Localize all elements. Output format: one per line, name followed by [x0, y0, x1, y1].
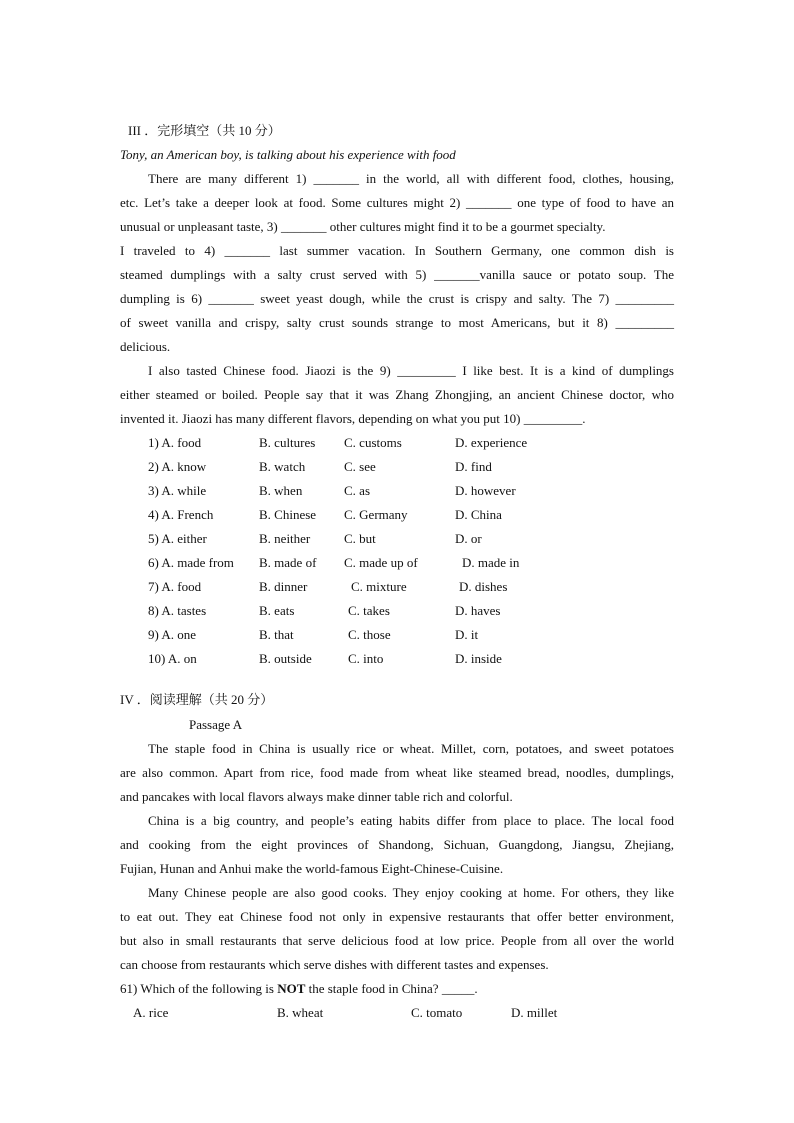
option-a[interactable]: 6) A. made from — [148, 555, 234, 570]
option-a[interactable]: 2) A. know — [148, 459, 207, 474]
cloze-line: I traveled to 4) _______ last summer vacation. In Southern Germany, one common dish is — [120, 243, 674, 258]
section-heading-cloze: III ．完形填空（共 10 分） — [128, 123, 281, 138]
option-row-10 — [0, 647, 794, 671]
option-d[interactable]: D. haves — [455, 603, 501, 618]
passage-line: The staple food in China is usually rice or wheat. Millet, corn, potatoes, and sweet potatoes — [148, 741, 674, 756]
option-a[interactable]: 10) A. on — [148, 651, 197, 666]
passage-line: Fujian, Hunan and Anhui make the world-famous Eight-Chinese-Cuisine. — [120, 861, 504, 876]
option-c[interactable]: C. but — [344, 531, 376, 546]
question-emphasis: NOT — [277, 981, 306, 996]
option-d[interactable]: D. made in — [462, 555, 520, 570]
option-row-9 — [0, 623, 794, 647]
option-c[interactable]: C. those — [348, 627, 391, 642]
cloze-line: etc. Let’s take a deeper look at food. Some cultures might 2) _______ one type of food to have an — [120, 195, 674, 210]
option-b[interactable]: B. Chinese — [259, 507, 317, 522]
option-d[interactable]: D. or — [455, 531, 482, 546]
passage-line: but also in small restaurants that serve delicious food at low price. People from all over the world — [120, 933, 674, 948]
option-b[interactable]: B. dinner — [259, 579, 308, 594]
option-c[interactable]: C. takes — [348, 603, 390, 618]
option-a[interactable]: 5) A. either — [148, 531, 207, 546]
question-61-options — [0, 1001, 794, 1025]
cloze-line: I also tasted Chinese food. Jiaozi is the 9) _________ I like best. It is a kind of dumplings — [148, 363, 674, 378]
option-row-2 — [0, 455, 794, 479]
option-d[interactable]: D. it — [455, 627, 479, 642]
passage-line: Many Chinese people are also good cooks. They enjoy cooking at home. For others, they like — [148, 885, 674, 900]
cloze-line: steamed dumplings with a salty crust served with 5) _______vanilla sauce or potato soup. The — [120, 267, 674, 282]
passage-line: and pancakes with local flavors always make dinner table rich and colorful. — [120, 789, 513, 804]
passage-line: to eat out. They eat Chinese food not only in expensive restaurants that offer better environment, — [120, 909, 674, 924]
option-a[interactable]: 3) A. while — [148, 483, 207, 498]
question-prefix: 61) Which of the following is — [120, 981, 278, 996]
passage-title: Passage A — [189, 717, 243, 732]
option-row-4 — [0, 503, 794, 527]
option-a[interactable]: 1) A. food — [148, 435, 202, 450]
option-b[interactable]: B. outside — [259, 651, 312, 666]
passage-line: and cooking from the eight provinces of Shandong, Sichuan, Guangdong, Jiangsu, Zhejiang, — [120, 837, 674, 852]
option-d[interactable]: D. inside — [455, 651, 502, 666]
option-d[interactable]: D. find — [455, 459, 492, 474]
option-a[interactable]: 8) A. tastes — [148, 603, 207, 618]
option-b[interactable]: B. that — [259, 627, 294, 642]
option-d[interactable]: D. however — [455, 483, 516, 498]
option-row-3 — [0, 479, 794, 503]
cloze-subtitle: Tony, an American boy, is talking about his experience with food — [120, 147, 456, 162]
option-row-8 — [0, 599, 794, 623]
answer-option-b[interactable]: B. wheat — [277, 1005, 324, 1020]
option-b[interactable]: B. when — [259, 483, 303, 498]
option-d[interactable]: D. dishes — [459, 579, 508, 594]
passage-line: are also common. Apart from rice, food made from wheat like steamed bread, noodles, dumplings, — [120, 765, 674, 780]
option-c[interactable]: C. Germany — [344, 507, 408, 522]
cloze-line: of sweet vanilla and crispy, salty crust sounds strange to most Americans, but it 8) _________ — [120, 315, 674, 330]
option-b[interactable]: B. cultures — [259, 435, 316, 450]
option-c[interactable]: C. mixture — [351, 579, 407, 594]
passage-line: China is a big country, and people’s eating habits differ from place to place. The local food — [148, 813, 674, 828]
option-a[interactable]: 9) A. one — [148, 627, 197, 642]
passage-line: can choose from restaurants which serve dishes with different tastes and expenses. — [120, 957, 549, 972]
cloze-line: delicious. — [120, 339, 171, 354]
answer-option-c[interactable]: C. tomato — [411, 1005, 463, 1020]
option-c[interactable]: C. see — [344, 459, 376, 474]
cloze-line: either steamed or boiled. People say that it was Zhang Zhongjing, an ancient Chinese doctor, who — [120, 387, 674, 402]
option-d[interactable]: D. experience — [455, 435, 528, 450]
option-a[interactable]: 4) A. French — [148, 507, 214, 522]
option-row-7 — [0, 575, 794, 599]
question-suffix: the staple food in China? _____. — [305, 981, 478, 996]
option-row-5 — [0, 527, 794, 551]
question-61 — [120, 977, 674, 1001]
option-row-6 — [0, 551, 794, 575]
option-b[interactable]: B. neither — [259, 531, 311, 546]
option-c[interactable]: C. as — [344, 483, 370, 498]
cloze-line: dumpling is 6) _______ sweet yeast dough, while the crust is crispy and salty. The 7) _________ — [120, 291, 674, 306]
option-c[interactable]: C. customs — [344, 435, 402, 450]
answer-option-a[interactable]: A. rice — [133, 1005, 169, 1020]
option-c[interactable]: C. made up of — [344, 555, 418, 570]
option-row-1 — [0, 431, 794, 455]
cloze-line: unusual or unpleasant taste, 3) _______ other cultures might find it to be a gourmet specialty. — [120, 219, 606, 234]
section-heading-reading: IV ．阅读理解（共 20 分） — [120, 692, 274, 707]
option-b[interactable]: B. made of — [259, 555, 317, 570]
option-b[interactable]: B. eats — [259, 603, 295, 618]
option-c[interactable]: C. into — [348, 651, 384, 666]
option-a[interactable]: 7) A. food — [148, 579, 202, 594]
cloze-line: There are many different 1) _______ in the world, all with different food, clothes, housing, — [148, 171, 674, 186]
cloze-line: invented it. Jiaozi has many different flavors, depending on what you put 10) _________. — [120, 411, 586, 426]
option-b[interactable]: B. watch — [259, 459, 306, 474]
answer-option-d[interactable]: D. millet — [511, 1005, 558, 1020]
option-d[interactable]: D. China — [455, 507, 502, 522]
